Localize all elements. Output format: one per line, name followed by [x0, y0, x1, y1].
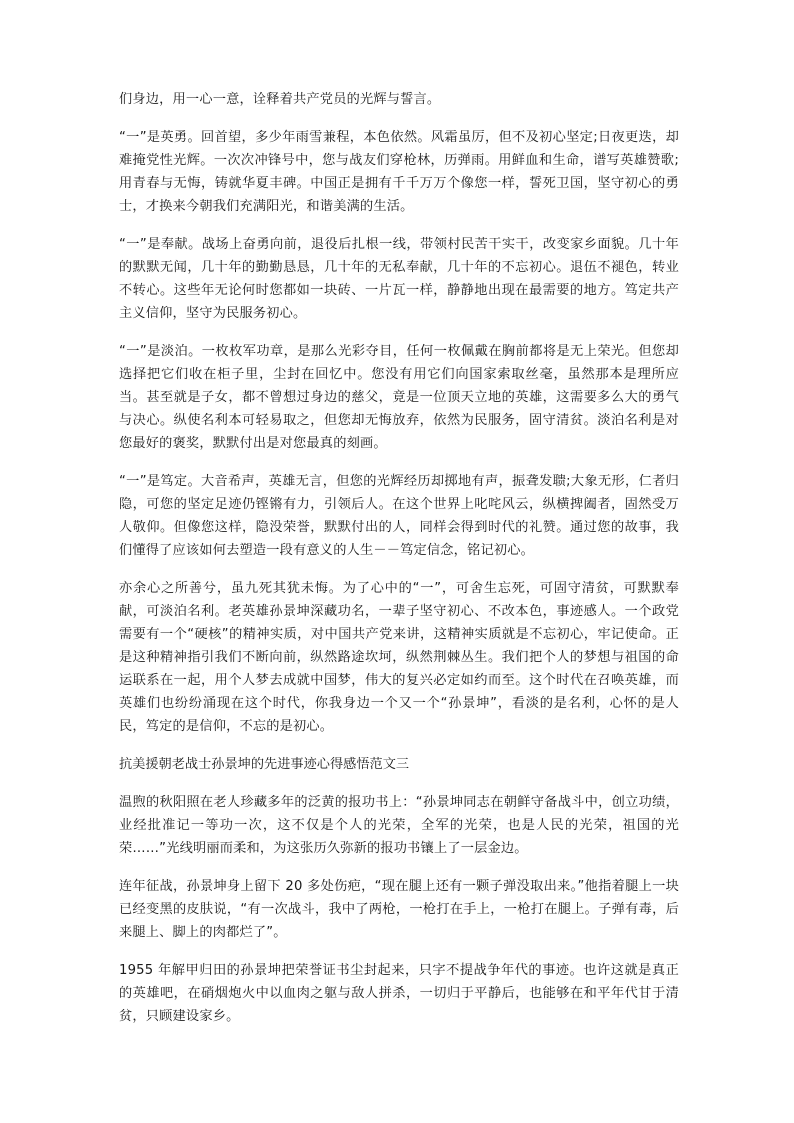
paragraph-steadfastness: “一”是笃定。大音希声，英雄无言，但您的光辉经历却掷地有声，振聋发聩;大象无形，仁者归隐，可您的坚定足迹仍铿锵有力，引领后人。在这个世界上叱咤风云，纵横捭阖者，固然受万人敬仰。但像您这样，隐没荣誉，默默付出的人，同样会得到时代的礼赞。通过您的故事，我们懂得了应该如何去塑造一段有意义的人生－－笃定信念，铭记初心。: [119, 474, 679, 558]
paragraph-indifference-to-fame: “一”是淡泊。一枚枚军功章，是那么光彩夺目，任何一枚佩戴在胸前都将是无上荣光。但您却选择把它们收在柜子里，尘封在回忆中。您没有用它们向国家索取丝毫，虽然那本是理所应当。甚至就是子女，都不曾想过身边的慈父，竟是一位顶天立地的英雄，这需要多么大的勇气与决心。纵使名利本可轻易取之，但您却无悔放弃，依然为民服务，固守清贫。淡泊名利是对您最好的褒奖，默默付出是对您最真的刻画。: [119, 344, 679, 451]
paragraph-dedication: “一”是奉献。战场上奋勇向前，退役后扎根一线，带领村民苦干实干，改变家乡面貌。几十年的默默无闻，几十年的勤勤恳恳，几十年的无私奉献，几十年的不忘初心。退伍不褪色，转业不转心。这些年无论何时您都如一块砖、一片瓦一样，静静地出现在最需要的地方。笃定共产主义信仰，坚守为民服务初心。: [119, 237, 679, 321]
document-page: [119, 88, 679, 1043]
paragraph-conclusion: 亦余心之所善兮，虽九死其犹未悔。为了心中的“一”，可舍生忘死，可固守清贫，可默默奉献，可淡泊名利。老英雄孙景坤深藏功名，一辈子坚守初心、不改本色，事迹感人。一个政党需要有一个“硬核”的精神实质，对中国共产党来讲，这精神实质就是不忘初心，牢记使命。正是这种精神指引我们不断向前，纵然路途坎坷，纵然荆棘丛生。我们把个人的梦想与祖国的命运联系在一起，用个人梦去成就中国梦，伟大的复兴必定如约而至。这个时代在召唤英雄，而英雄们也纷纷涌现在这个时代，你我身边一个又一个“孙景坤”，看淡的是名利，心怀的是人民，笃定的是信仰，不忘的是初心。: [119, 581, 679, 734]
paragraph-certificate: 温煦的秋阳照在老人珍藏多年的泛黄的报功书上：“孙景坤同志在朝鲜守备战斗中，创立功绩，业经批准记一等功一次，这不仅是个人的光荣，全军的光荣，也是人民的光荣，祖国的光荣……”光线明丽而柔和，为这张历久弥新的报功书镶上了一层金边。: [119, 795, 679, 856]
paragraph-scars: 连年征战，孙景坤身上留下 20 多处伤疤，“现在腿上还有一颗子弹没取出来。”他指着腿上一块已经变黑的皮肤说，“有一次战斗，我中了两枪，一枪打在手上，一枪打在腿上。子弹有毒，后来腿上、脚上的肉都烂了”。: [119, 879, 679, 940]
paragraph-intro-continuation: 们身边，用一心一意，诠释着共产党员的光辉与誓言。: [119, 92, 441, 107]
section-title: 抗美援朝老战士孙景坤的先进事迹心得感悟范文三: [119, 757, 410, 772]
paragraph-heroism: “一”是英勇。回首望，多少年雨雪兼程，本色依然。风霜虽厉，但不及初心坚定;日夜更迭，却难掩党性光辉。一次次冲锋号中，您与战友们穿枪林，历弹雨。用鲜血和生命，谱写英雄赞歌;用青春与无悔，铸就华夏丰碑。中国正是拥有千千万万个像您一样，誓死卫国，坚守初心的勇士，才换来今朝我们充满阳光，和谐美满的生活。: [119, 130, 679, 214]
paragraph-return-home: 1955 年解甲归田的孙景坤把荣誉证书尘封起来，只字不提战争年代的事迹。也许这就是真正的英雄吧，在硝烟炮火中以血肉之躯与敌人拼杀，一切归于平静后，也能够在和平年代甘于清贫，只顾建设家乡。: [119, 963, 679, 1024]
